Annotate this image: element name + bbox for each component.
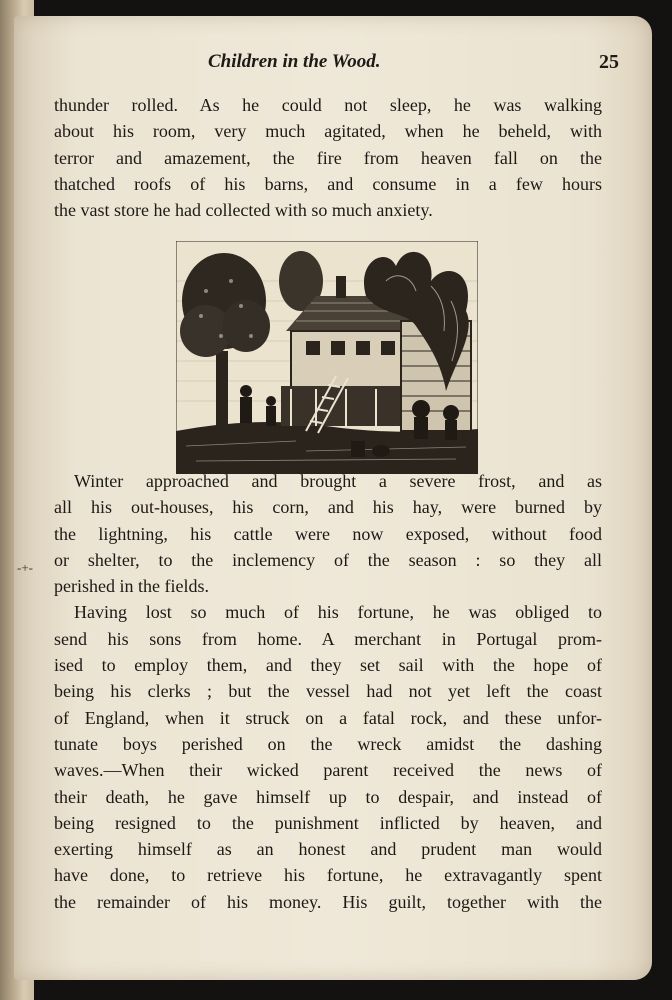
text-line: perished in the fields.	[54, 576, 209, 597]
text-line: being resigned to the punishment inflicted by heaven, and	[54, 812, 602, 833]
text-line: terror and amazement, the fire from heaven fall on the	[54, 147, 602, 168]
page-number: 25	[599, 51, 619, 73]
text-line: of England, when it struck on a fatal rock, and these unfor-	[54, 707, 602, 728]
text-line: their death, he gave himself up to despair, and instead of	[54, 786, 602, 807]
text-line: have done, to retrieve his fortune, he extravagantly spent	[54, 865, 602, 886]
text-line: tunate boys perished on the wreck amidst the dashing	[54, 733, 602, 754]
text-line: all his out-houses, his corn, and his hay, were burned by	[54, 497, 602, 518]
text-line: about his room, very much agitated, when he beheld, with	[54, 121, 602, 142]
paragraphs-2-3	[54, 468, 602, 915]
text-line: the vast store he had collected with so much anxiety.	[54, 200, 433, 221]
text-line: being his clerks ; but the vessel had not yet left the coast	[54, 681, 602, 702]
text-line: waves.—When their wicked parent received the news of	[54, 760, 602, 781]
text-line: or shelter, to the inclemency of the season : so they all	[54, 549, 602, 570]
paragraph-1	[54, 92, 602, 223]
text-line: the lightning, his cattle were now exposed, without food	[54, 523, 602, 544]
text-line: ised to employ them, and they set sail with the hope of	[54, 655, 602, 676]
text-line: Having lost so much of his fortune, he was obliged to	[74, 602, 602, 623]
text-line: thunder rolled. As he could not sleep, he was walking	[54, 95, 602, 115]
text-line: thatched roofs of his barns, and consume in a few hours	[54, 173, 602, 194]
text-line: Winter approached and brought a severe frost, and as	[74, 471, 602, 491]
text-line: the remainder of his money. His guilt, together with the	[54, 891, 602, 912]
margin-mark: -+-	[17, 560, 33, 575]
page-header	[54, 51, 619, 81]
running-title: Children in the Wood.	[208, 51, 381, 72]
text-line: send his sons from home. A merchant in Portugal prom-	[54, 628, 602, 649]
woodcut-illustration	[176, 241, 478, 474]
text-line: exerting himself as an honest and prudent man would	[54, 839, 602, 860]
book-page	[14, 16, 652, 980]
